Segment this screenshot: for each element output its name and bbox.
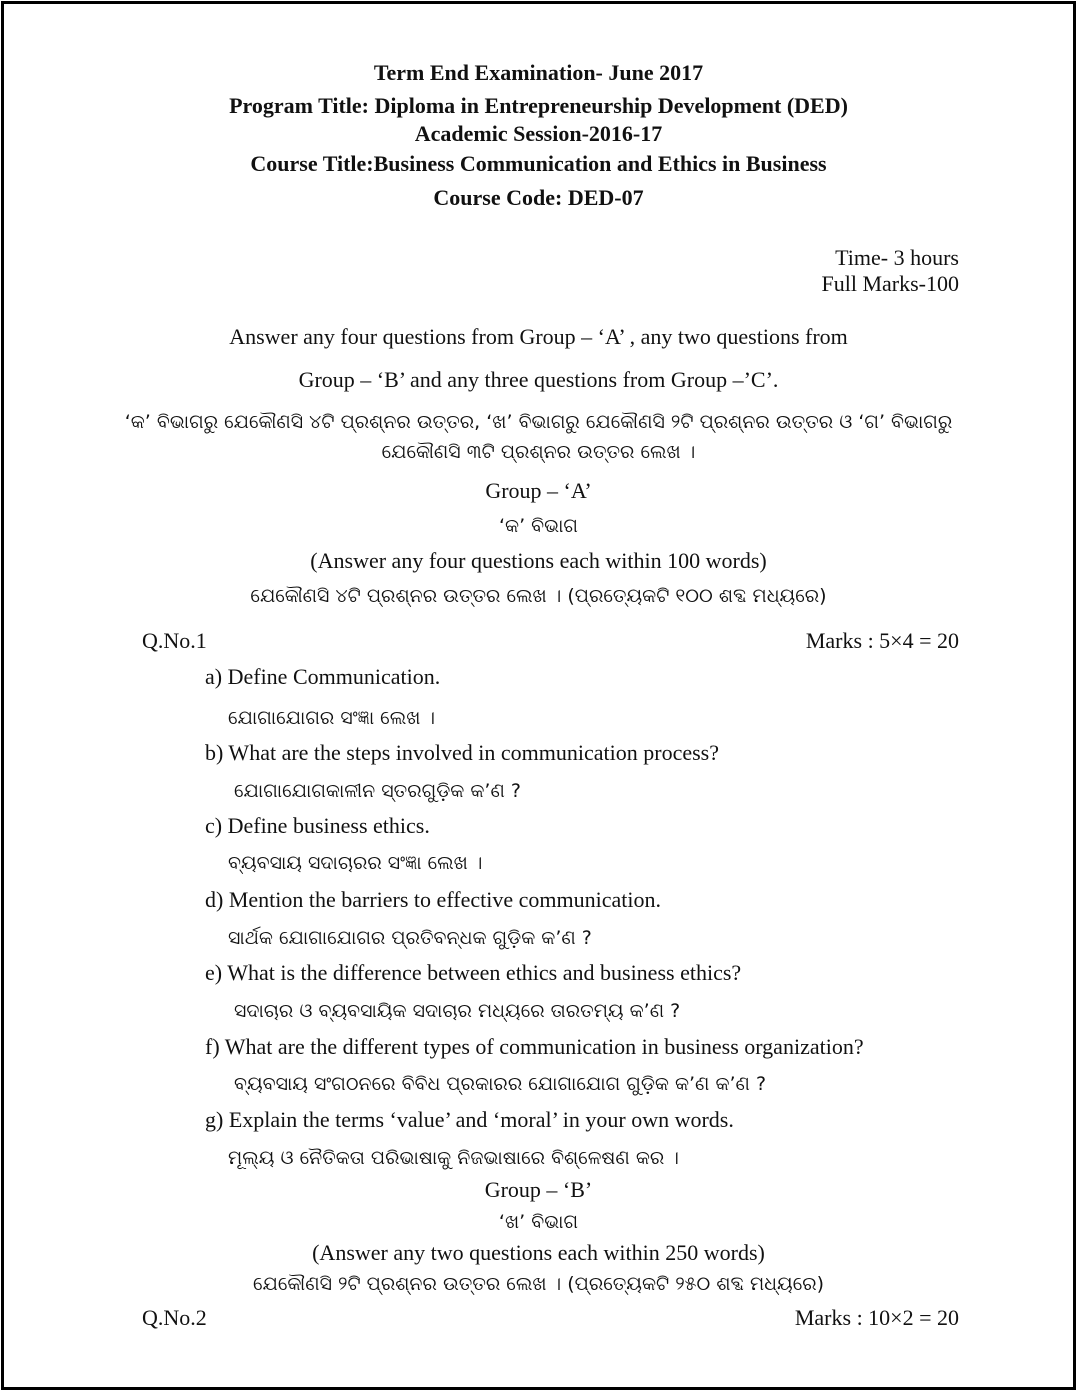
question-marks-2: Marks : 10×2 = 20 <box>794 1305 959 1330</box>
time-allowed: Time- 3 hours <box>835 245 959 270</box>
group-b-note-od: ଯେକୌଣସି ୨ଟି ପ୍ରଶ୍ନର ଉତ୍ତର ଲେଖ । (ପ୍ରତ୍ୟେକଟି ୨୫୦ ଶବ୍ଦ ମଧ୍ୟରେ) <box>252 1273 825 1295</box>
full-marks: Full Marks-100 <box>821 271 959 296</box>
question-g: g) Explain the terms ‘value’ and ‘moral’ in your own words. <box>205 1107 734 1132</box>
question-d: d) Mention the barriers to effective communication. <box>205 887 661 912</box>
question-b-od: ଯୋଗାଯୋଗକାଳୀନ ସ୍ତରଗୁଡ଼ିକ କ’ଣ ? <box>234 780 521 802</box>
question-e: e) What is the difference between ethics and business ethics? <box>205 960 742 985</box>
question-f-od: ବ୍ୟବସାୟ ସଂଗଠନରେ ବିବିଧ ପ୍ରକାରର ଯୋଗାଯୋଗ ଗୁଡ଼ିକ କ’ଣ କ’ଣ ? <box>234 1073 767 1095</box>
instructions-od-1: ‘କ’ ବିଭାଗରୁ ଯେକୌଣସି ୪ଟି ପ୍ରଶ୍ନର ଉତ୍ତର, ‘ଖ’ ବିଭାଗରୁ ଯେକୌଣସି ୨ଟି ପ୍ରଶ୍ନର ଉତ୍ତର ଓ ‘ଗ’ ବିଭାଗରୁ <box>124 411 953 433</box>
question-e-od: ସଦାଚାର ଓ ବ୍ୟବସାୟିକ ସଦାଚାର ମଧ୍ୟରେ ତାରତମ୍ୟ କ’ଣ ? <box>234 1000 681 1022</box>
program-title: Program Title: Diploma in Entrepreneurship Development (DED) <box>229 93 848 118</box>
instructions-od-2: ଯେକୌଣସି ୩ଟି ପ୍ରଶ୍ନର ଉତ୍ତର ଲେଖ । <box>381 441 696 463</box>
instructions-en-1: Answer any four questions from Group – ‘A’ , any two questions from <box>229 324 848 349</box>
question-a-od: ଯୋଗାଯୋଗର ସଂଜ୍ଞା ଲେଖ । <box>228 707 436 729</box>
question-number-2: Q.No.2 <box>142 1305 207 1330</box>
academic-session: Academic Session-2016-17 <box>414 121 663 146</box>
question-d-od: ସାର୍ଥକ ଯୋଗାଯୋଗର ପ୍ରତିବନ୍ଧକ ଗୁଡ଼ିକ କ’ଣ ? <box>228 927 592 949</box>
question-g-od: ମୂଲ୍ୟ ଓ ନୈତିକତା ପରିଭାଷାକୁ ନିଜଭାଷାରେ ବିଶ୍ଳେଷଣ କର । <box>228 1147 679 1169</box>
group-a-title: Group – ‘A’ <box>485 478 592 503</box>
group-b-title-od: ‘ଖ’ ବିଭାଗ <box>498 1211 579 1233</box>
question-number: Q.No.1 <box>142 628 207 653</box>
question-c-od: ବ୍ୟବସାୟ ସଦାଚାରର ସଂଜ୍ଞା ଲେଖ । <box>228 852 483 874</box>
exam-title: Term End Examination- June 2017 <box>373 60 704 85</box>
group-a-note: (Answer any four questions each within 100 words) <box>310 548 767 573</box>
course-code: Course Code: DED-07 <box>433 185 644 210</box>
group-b-note: (Answer any two questions each within 250 words) <box>312 1240 765 1265</box>
question-b: b) What are the steps involved in communication process? <box>205 740 720 765</box>
question-f: f) What are the different types of communication in business organization? <box>205 1034 864 1059</box>
group-b-title: Group – ‘B’ <box>484 1177 593 1202</box>
question-a: a) Define Communication. <box>205 664 441 689</box>
instructions-en-2: Group – ‘B’ and any three questions from Group –’C’. <box>298 367 779 392</box>
question-marks: Marks : 5×4 = 20 <box>805 628 959 653</box>
course-title: Course Title:Business Communication and Ethics in Business <box>250 151 827 176</box>
group-a-title-od: ‘କ’ ବିଭାଗ <box>499 515 578 537</box>
question-c: c) Define business ethics. <box>205 813 430 838</box>
group-a-note-od: ଯେକୌଣସି ୪ଟି ପ୍ରଶ୍ନର ଉତ୍ତର ଲେଖ । (ପ୍ରତ୍ୟେକଟି ୧୦୦ ଶବ୍ଦ ମଧ୍ୟରେ) <box>250 585 827 607</box>
